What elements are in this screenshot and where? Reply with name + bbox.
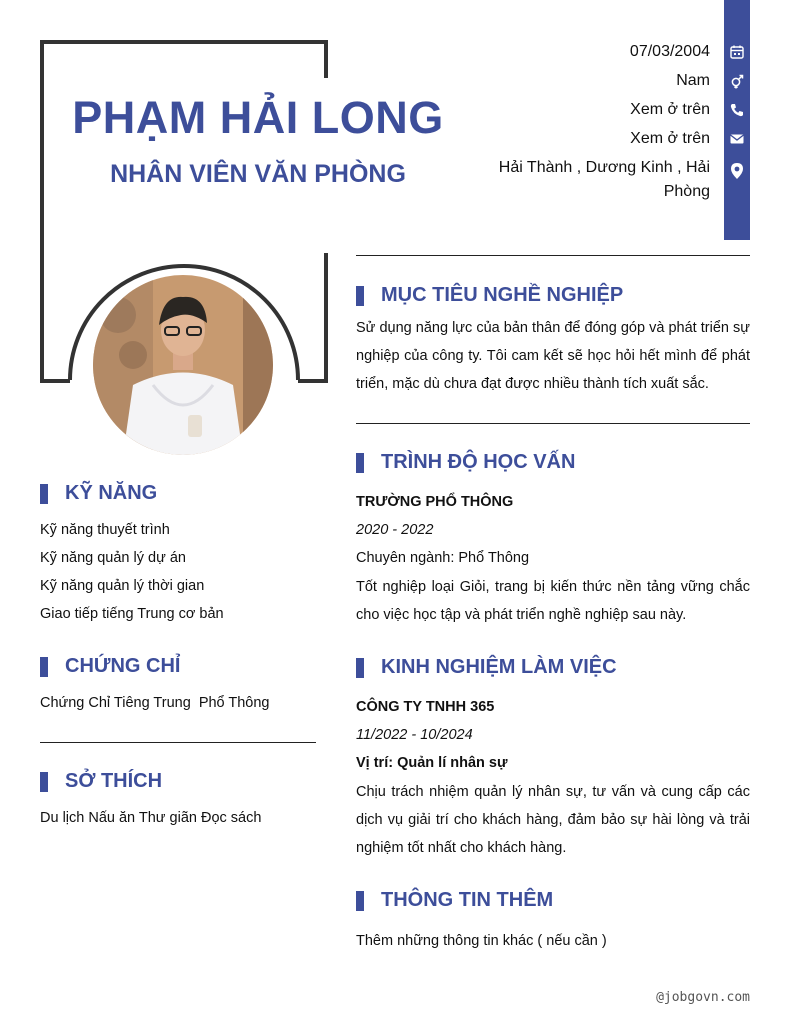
education-period: 2020 - 2022	[356, 522, 434, 538]
skill-item: Giao tiếp tiếng Trung cơ bản	[40, 606, 224, 622]
email: Xem ở trên	[630, 130, 710, 147]
phone-icon	[729, 102, 745, 118]
objective-text: Sử dụng năng lực của bản thân để đóng góp và phát triển sự nghiệp của công ty. Tôi cam kết sẽ học hỏi hết mình để phát triển, mặc dù chưa đạt được nhiều thành tích xuất sắc.	[356, 320, 750, 392]
avatar-photo	[93, 275, 273, 455]
experience-description: Chịu trách nhiệm quản lý nhân sự, tư vấn và cung cấp các dịch vụ giải trí cho khách hàng, đảm bảo sự hài lòng và trải nghiệm tốt nhất cho khách hàng.	[356, 784, 750, 856]
mail-icon	[729, 131, 745, 147]
education-title: TRÌNH ĐỘ HỌC VẤN	[381, 451, 576, 473]
section-marker	[356, 658, 364, 678]
hobbies-heading	[40, 770, 162, 793]
experience-title: KINH NGHIỆM LÀM VIỆC	[381, 656, 617, 678]
objective-heading	[356, 284, 623, 307]
skill-item: Kỹ năng quản lý dự án	[40, 550, 186, 566]
avatar	[93, 275, 273, 455]
candidate-role: NHÂN VIÊN VĂN PHÒNG	[110, 160, 406, 188]
additional-heading	[356, 889, 553, 912]
frame-top-border	[40, 40, 328, 44]
certificates-text: Chứng Chỉ Tiêng Trung Phổ Thông	[40, 695, 270, 711]
gender: Nam	[676, 72, 710, 89]
objective-title: MỤC TIÊU NGHỀ NGHIỆP	[381, 284, 624, 306]
location-icon	[729, 162, 745, 180]
additional-text: Thêm những thông tin khác ( nếu cần )	[356, 933, 607, 949]
divider-hobbies	[40, 742, 316, 743]
frame-bottom-right	[298, 379, 328, 383]
experience-company: CÔNG TY TNHH 365	[356, 699, 495, 715]
frame-left-border	[40, 40, 44, 383]
education-major: Chuyên ngành: Phổ Thông	[356, 550, 530, 566]
contact-bar	[724, 0, 750, 240]
divider-objective	[356, 255, 750, 256]
education-school: TRƯỜNG PHỔ THÔNG	[356, 494, 514, 510]
experience-position: Vị trí: Quản lí nhân sự	[356, 755, 508, 771]
skill-item: Kỹ năng quản lý thời gian	[40, 578, 205, 594]
gender-icon	[729, 73, 745, 89]
footer-watermark: @jobgovn.com	[656, 990, 750, 1005]
section-marker	[40, 484, 48, 504]
phone: Xem ở trên	[630, 101, 710, 118]
certificates-title: CHỨNG CHỈ	[65, 655, 181, 677]
hobbies-title: SỞ THÍCH	[65, 770, 163, 792]
skill-item: Kỹ năng thuyết trình	[40, 522, 170, 538]
additional-title: THÔNG TIN THÊM	[381, 889, 554, 911]
frame-right-border-bottom	[324, 253, 328, 383]
education-description: Tốt nghiệp loại Giỏi, trang bị kiến thức nền tảng vững chắc cho việc học tập và phát triển nghề nghiệp sau này.	[356, 579, 750, 623]
divider-education	[356, 423, 750, 424]
section-marker	[356, 453, 364, 473]
frame-right-border-top	[324, 40, 328, 78]
hobbies-text: Du lịch Nấu ăn Thư giãn Đọc sách	[40, 810, 262, 826]
candidate-name: PHẠM HẢI LONG	[72, 92, 444, 143]
section-marker	[40, 772, 48, 792]
frame-bottom-left	[40, 379, 70, 383]
experience-period: 11/2022 - 10/2024	[356, 727, 473, 743]
experience-heading	[356, 656, 617, 679]
calendar-icon	[729, 44, 745, 60]
section-marker	[40, 657, 48, 677]
section-marker	[356, 891, 364, 911]
section-marker	[356, 286, 364, 306]
address: Hải Thành , Dương Kinh , Hải Phòng	[498, 159, 710, 200]
education-heading	[356, 451, 575, 474]
certificates-heading	[40, 655, 180, 678]
skills-heading	[40, 482, 157, 505]
skills-title: KỸ NĂNG	[65, 482, 158, 504]
birthdate: 07/03/2004	[629, 43, 710, 60]
